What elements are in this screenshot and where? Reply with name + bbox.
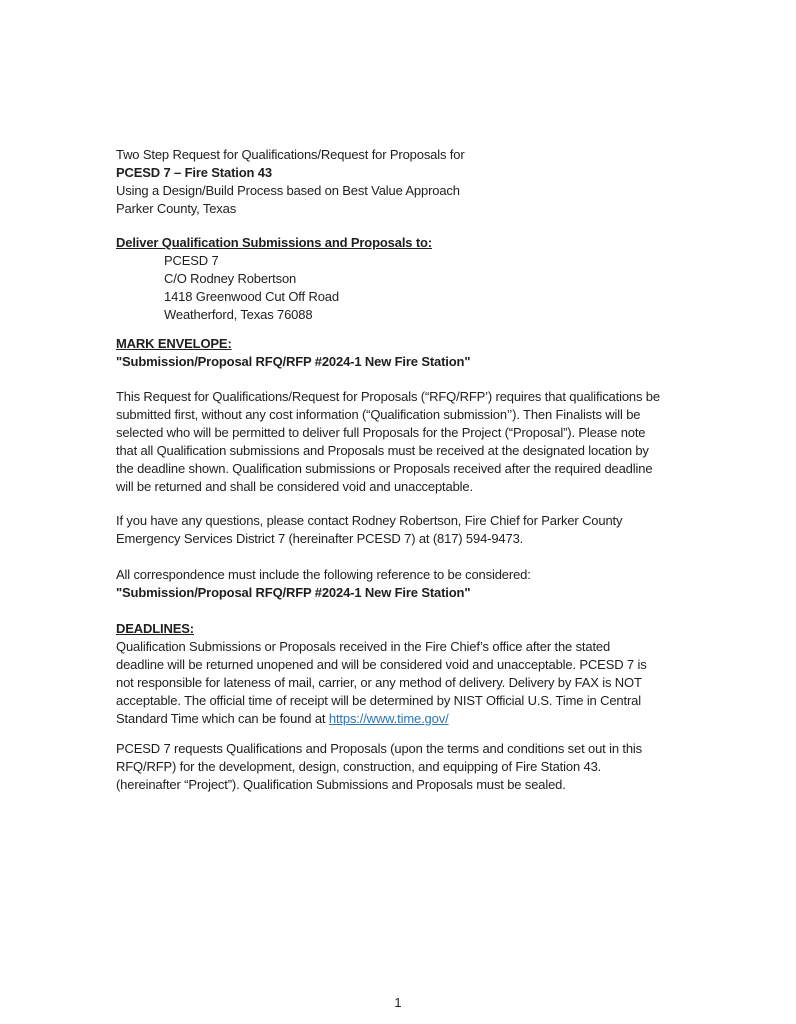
title-line-1: Two Step Request for Qualifications/Request for Proposals for [116,147,465,162]
paragraph-line: Emergency Services District 7 (hereinafter PCESD 7) at (817) 594-9473. [116,531,524,546]
paragraph-line: deadline will be returned unopened and will be considered void and unacceptable. PCESD 7 is [116,657,647,672]
envelope-reference: "Submission/Proposal RFQ/RFP #2024-1 New Fire Station" [116,354,471,369]
paragraph-line: that all Qualification submissions and Proposals must be received at the designated location by [116,443,649,458]
paragraph-line: If you have any questions, please contact Rodney Robertson, Fire Chief for Parker County [116,513,623,528]
paragraph-line: will be returned and shall be considered void and unacceptable. [116,479,473,494]
intro-paragraph [116,388,736,496]
paragraph-line: the deadline shown. Qualification submissions or Proposals received after the required deadline [116,461,653,476]
paragraph-line: submitted first, without any cost information (“Qualification submission’’). Then Finalists will be [116,407,641,422]
title-line-project: PCESD 7 – Fire Station 43 [116,165,272,180]
address-line: 1418 Greenwood Cut Off Road [164,289,339,304]
paragraph-line: (hereinafter “Project”). Qualification Submissions and Proposals must be sealed. [116,777,566,792]
deliver-heading: Deliver Qualification Submissions and Proposals to: [116,235,432,250]
page-number: 1 [394,995,402,1010]
title-line-4: Parker County, Texas [116,201,237,216]
paragraph-line: PCESD 7 requests Qualifications and Proposals (upon the terms and conditions set out in this [116,741,642,756]
mark-envelope-heading: MARK ENVELOPE: [116,336,232,351]
title-block [116,146,736,218]
deliver-section [116,234,736,324]
correspondence-section [116,566,736,602]
paragraph-line-with-link [116,710,736,728]
correspondence-line: All correspondence must include the following reference to be considered: [116,567,531,582]
paragraph-line: RFQ/RFP) for the development, design, construction, and equipping of Fire Station 43. [116,759,602,774]
paragraph-line: acceptable. The official time of receipt will be determined by NIST Official U.S. Time in Central [116,693,641,708]
time-gov-link[interactable]: https://www.time.gov/ [328,711,449,726]
address-line: C/O Rodney Robertson [164,271,297,286]
paragraph-line: not responsible for lateness of mail, carrier, or any method of delivery. Delivery by FAX is NOT [116,675,642,690]
address-line: PCESD 7 [164,253,219,268]
deadlines-section [116,620,736,728]
mark-envelope-section [116,335,736,371]
paragraph-line: Qualification Submissions or Proposals received in the Fire Chief’s office after the stated [116,639,611,654]
address-line: Weatherford, Texas 76088 [164,307,313,322]
title-line-3: Using a Design/Build Process based on Best Value Approach [116,183,460,198]
paragraph-line: selected who will be permitted to deliver full Proposals for the Project (“Proposal”). Please note [116,425,646,440]
questions-paragraph [116,512,736,548]
correspondence-reference: "Submission/Proposal RFQ/RFP #2024-1 New Fire Station" [116,585,471,600]
link-line-prefix: Standard Time which can be found at [116,711,329,726]
deadlines-heading: DEADLINES: [116,621,194,636]
paragraph-line: This Request for Qualifications/Request for Proposals (“RFQ/RFP’) requires that qualifications be [116,389,660,404]
request-paragraph [116,740,736,794]
